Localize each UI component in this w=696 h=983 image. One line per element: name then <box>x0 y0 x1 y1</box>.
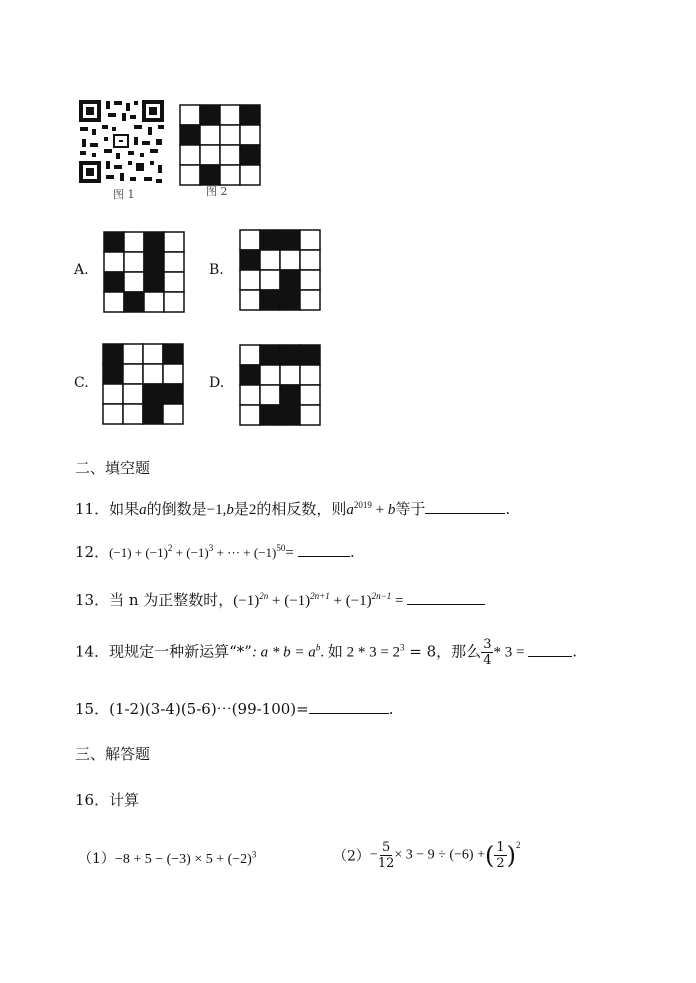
option-d-label: D. <box>209 375 225 391</box>
grid-cell-white <box>124 252 144 272</box>
grid-cell-white <box>124 272 144 292</box>
grid-cell-black <box>280 345 300 365</box>
question-13: 13．当 n 为正整数时，$(-1)^{2n} + (-1)^{2n+1} + (-1)^{2n-1}$ = <box>75 589 485 610</box>
grid-cell-white <box>143 364 163 384</box>
question-14: 14．现规定一种新运算“*”: $a * b = a^b$. 如 $2 * 3 = 2^3 = 8$，那么 $\frac{3}{4}$ * 3 = . <box>75 637 577 668</box>
question-12: 12．$(-1) + (-1)^2 + (-1)^3$ + ··· + $(-1)^{50}=$ . <box>75 543 355 561</box>
grid-cell-white <box>220 145 240 165</box>
grid-cell-white <box>240 405 260 425</box>
fraction: $\frac{3}{4}$ <box>483 637 492 668</box>
grid-cell-white <box>220 105 240 125</box>
figure-2-caption: 图 2 <box>206 185 228 198</box>
option-b-grid <box>239 229 321 311</box>
grid-cell-white <box>164 252 184 272</box>
grid-cell-white <box>163 404 183 424</box>
grid-cell-white <box>124 232 144 252</box>
grid-cell-black <box>280 385 300 405</box>
grid-cell-white <box>300 365 320 385</box>
option-c-grid <box>102 343 184 425</box>
grid-cell-white <box>220 125 240 145</box>
grid-cell-white <box>180 145 200 165</box>
grid-cell-black <box>240 250 260 270</box>
grid-cell-white <box>123 404 143 424</box>
grid-cell-black <box>280 230 300 250</box>
grid-cell-white <box>260 270 280 290</box>
answer-blank[interactable] <box>298 542 350 557</box>
option-c-label: C. <box>74 375 89 391</box>
grid-cell-black <box>104 272 124 292</box>
grid-cell-white <box>260 385 280 405</box>
section-solve-heading: 三、解答题 <box>75 745 151 763</box>
grid-cell-white <box>240 165 260 185</box>
grid-cell-white <box>164 232 184 252</box>
grid-cell-white <box>240 270 260 290</box>
grid-cell-white <box>180 105 200 125</box>
grid-cell-black <box>103 364 123 384</box>
grid-cell-black <box>124 292 144 312</box>
grid-cell-black <box>163 344 183 364</box>
grid-cell-white <box>200 145 220 165</box>
grid-cell-black <box>260 290 280 310</box>
grid-cell-black <box>300 345 320 365</box>
grid-cell-white <box>240 345 260 365</box>
grid-cell-white <box>300 290 320 310</box>
grid-cell-white <box>300 405 320 425</box>
grid-cell-black <box>240 105 260 125</box>
grid-cell-black <box>144 252 164 272</box>
grid-cell-black <box>104 232 124 252</box>
figure-2-grid <box>179 104 261 186</box>
grid-cell-black <box>260 230 280 250</box>
grid-cell-white <box>103 404 123 424</box>
grid-cell-white <box>240 230 260 250</box>
grid-cell-black <box>280 290 300 310</box>
figure-1-caption: 图 1 <box>113 188 135 201</box>
grid-cell-black <box>260 405 280 425</box>
grid-cell-white <box>300 270 320 290</box>
grid-cell-white <box>104 292 124 312</box>
grid-cell-white <box>164 272 184 292</box>
option-a-grid <box>103 231 185 313</box>
question-16-part-2: （2）− $\frac{5}{12}$ × 3 − 9 ÷ (−6) +( $\frac{1}{2}$ )$^2$ <box>333 840 521 871</box>
fraction: $\frac{5}{12}$ <box>377 840 395 871</box>
answer-blank[interactable] <box>309 699 389 714</box>
grid-cell-black <box>163 384 183 404</box>
question-11: 11．如果a的倒数是−1,b是2的相反数，则$a^{2019} + b$等于 . <box>75 500 511 518</box>
grid-cell-black <box>260 345 280 365</box>
grid-cell-black <box>103 344 123 364</box>
grid-cell-black <box>200 105 220 125</box>
question-16-part-1: $(1)-8 + 5 - (-3) \times 5 + (-2)^3$ <box>78 849 257 867</box>
option-d-grid <box>239 344 321 426</box>
grid-cell-black <box>180 125 200 145</box>
grid-cell-white <box>280 365 300 385</box>
answer-blank[interactable] <box>407 590 485 605</box>
grid-cell-black <box>240 365 260 385</box>
grid-cell-white <box>164 292 184 312</box>
grid-cell-white <box>180 165 200 185</box>
grid-cell-white <box>104 252 124 272</box>
question-16: 16．计算 <box>75 791 140 809</box>
grid-cell-white <box>260 250 280 270</box>
grid-cell-black <box>280 405 300 425</box>
grid-cell-white <box>123 344 143 364</box>
grid-cell-white <box>200 125 220 145</box>
qr-code-figure <box>78 99 166 185</box>
answer-blank[interactable] <box>528 642 572 657</box>
grid-cell-white <box>123 364 143 384</box>
grid-cell-black <box>143 404 163 424</box>
section-fill-in-heading: 二、填空题 <box>75 459 151 477</box>
option-a-label: A. <box>74 262 89 278</box>
grid-cell-white <box>220 165 240 185</box>
grid-cell-white <box>260 365 280 385</box>
grid-cell-black <box>144 272 164 292</box>
grid-cell-white <box>123 384 143 404</box>
grid-cell-black <box>280 270 300 290</box>
grid-cell-white <box>144 292 164 312</box>
question-15: 15．(1-2)(3-4)(5-6)⋯(99-100)= . <box>75 700 394 718</box>
grid-cell-white <box>240 125 260 145</box>
grid-cell-black <box>144 232 164 252</box>
grid-cell-white <box>240 385 260 405</box>
grid-cell-white <box>103 384 123 404</box>
grid-cell-white <box>240 290 260 310</box>
grid-cell-black <box>143 384 163 404</box>
grid-cell-white <box>300 385 320 405</box>
grid-cell-black <box>240 145 260 165</box>
grid-cell-white <box>163 364 183 384</box>
grid-cell-white <box>143 344 163 364</box>
grid-cell-white <box>300 250 320 270</box>
grid-cell-white <box>280 250 300 270</box>
answer-blank[interactable] <box>425 499 505 514</box>
grid-cell-black <box>200 165 220 185</box>
option-b-label: B. <box>209 262 224 278</box>
fraction: $\frac{1}{2}$ <box>496 840 505 871</box>
grid-cell-white <box>300 230 320 250</box>
